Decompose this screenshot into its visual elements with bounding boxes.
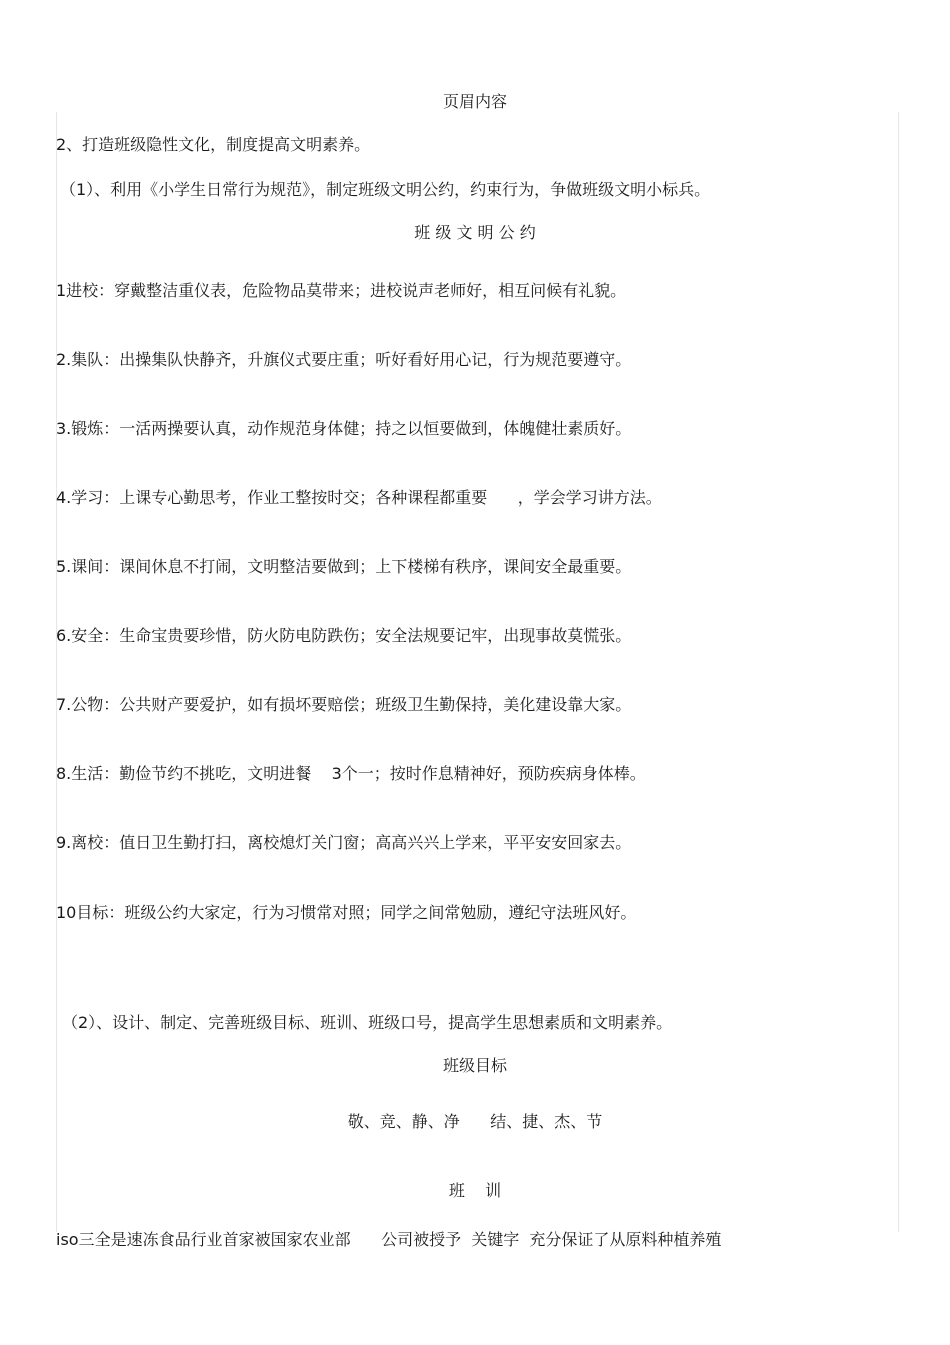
motto-title: 班 训 xyxy=(448,1181,502,1200)
rule-item: 5.课间：课间休息不打闹，文明整洁要做到；上下楼梯有秩序，课间安全最重要。 xyxy=(56,557,632,576)
item-1-intro: （1）、利用《小学生日常行为规范》，制定班级文明公约，约束行为，争做班级文明小标兵。 xyxy=(60,180,711,199)
rule-item: 4.学习：上课专心勤思考，作业工整按时交；各种课程都重要 ，学会学习讲方法。 xyxy=(56,488,662,507)
section-heading: 2、打造班级隐性文化，制度提高文明素养。 xyxy=(56,135,371,154)
rule-item: 3.锻炼：一活两操要认真，动作规范身体健；持之以恒要做到，体魄健壮素质好。 xyxy=(56,419,632,438)
rule-item: 8.生活：勤俭节约不挑吃，文明进餐 3个一；按时作息精神好，预防疾病身体棒。 xyxy=(56,764,646,783)
convention-title: 班 级 文 明 公 约 xyxy=(414,223,536,242)
page-header: 页眉内容 xyxy=(442,92,507,111)
rule-item: 2.集队：出操集队快静齐，升旗仪式要庄重；听好看好用心记，行为规范要遵守。 xyxy=(56,350,632,369)
footer-text: iso三全是速冻食品行业首家被国家农业部 公司被授予 关键字 充分保证了从原料种植养殖 xyxy=(56,1230,722,1249)
goal-title: 班级目标 xyxy=(442,1056,507,1075)
rule-item: 6.安全：生命宝贵要珍惜，防火防电防跌伤；安全法规要记牢，出现事故莫慌张。 xyxy=(56,626,632,645)
rule-item: 9.离校：值日卫生勤打扫，离校熄灯关门窗；高高兴兴上学来，平平安安回家去。 xyxy=(56,833,632,852)
goal-words: 敬、竞、静、净 结、捷、杰、节 xyxy=(347,1112,603,1131)
rule-item: 7.公物：公共财产要爱护，如有损坏要赔偿；班级卫生勤保持，美化建设靠大家。 xyxy=(56,695,632,714)
rule-item: 1进校：穿戴整洁重仪表，危险物品莫带来；进校说声老师好，相互问候有礼貌。 xyxy=(56,281,627,300)
rule-item: 10目标：班级公约大家定，行为习惯常对照；同学之间常勉励，遵纪守法班风好。 xyxy=(56,903,637,922)
item-2-intro: （2）、设计、制定、完善班级目标、班训、班级口号，提高学生思想素质和文明素养。 xyxy=(62,1013,673,1032)
